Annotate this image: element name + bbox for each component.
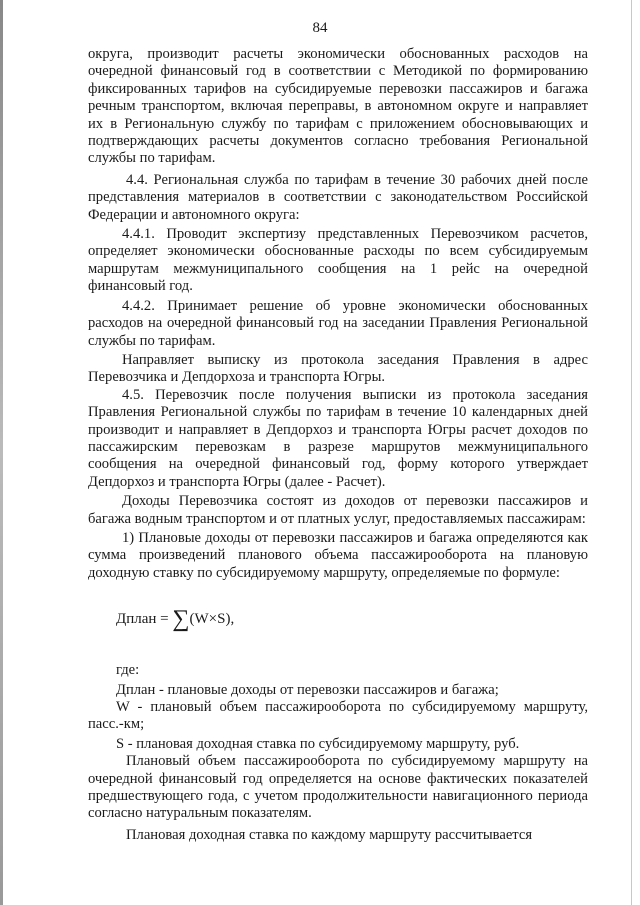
paragraph-4-5: 4.5. Перевозчик после получения выписки из протокола заседания Правления Региональной службы по тарифам в течение 10 календарных дней производит и направляет в Депдорхоз и транспорта Югры расчет доходов по пассажирским перевозкам в разрезе маршрутов межмуниципального сообщения на очередной финансовый год, форму которого утверждает Депдорхоз и транспорта Югры (далее - Расчет). <box>88 386 588 490</box>
formula-lhs: Дплан = <box>116 611 169 628</box>
page-number: 84 <box>312 20 328 36</box>
paragraph-planned-income: 1) Плановые доходы от перевозки пассажиров и багажа определяются как сумма произведений планового объема пассажирооборота на плановую доходную ставку по субсидируемому маршруту, определяемые по формуле: <box>88 529 588 581</box>
definition-s: S - плановая доходная ставка по субсидируемому маршруту, руб. <box>116 735 520 752</box>
definition-w: W - плановый объем пассажирооборота по субсидируемому маршруту, пасс.-км; <box>88 699 588 733</box>
scan-right-edge <box>631 0 632 905</box>
paragraph-revenue-rate: Плановая доходная ставка по каждому маршруту рассчитывается <box>126 826 533 843</box>
definition-dplan: Дплан - плановые доходы от перевозки пассажиров и багажа; <box>116 681 499 698</box>
paragraph-4-4: 4.4. Региональная служба по тарифам в течение 30 рабочих дней после представления материалов в соответствии с законодательством Российской Федерации и автономного округа: <box>88 171 588 223</box>
where-label: где: <box>116 662 140 679</box>
paragraph-4-4-2: 4.4.2. Принимает решение об уровне экономически обоснованных расходов на очередной финансовый год на заседании Правления Региональной службы по тарифам. <box>88 297 588 349</box>
sum-symbol: ∑ <box>172 606 190 633</box>
formula-rhs: (W×S), <box>189 611 235 628</box>
paragraph-intro: округа, производит расчеты экономически обоснованных расходов на очередной финансовый год в соответствии с Методикой по формированию фиксированных тарифов на субсидируемые перевозки пассажиров и багажа речным транспортом, включая переправы, в автономном округе и направляет их в Региональную службу по тарифам с приложением обосновывающих и подтверждающих расчеты документов согласно требования Региональной службы по тарифам. <box>88 46 588 167</box>
document-body <box>88 46 588 844</box>
paragraph-extract: Направляет выписку из протокола заседания Правления в адрес Перевозчика и Депдорхоза и транспорта Югры. <box>88 351 588 386</box>
formula <box>116 604 588 640</box>
paragraph-passenger-turnover: Плановый объем пассажирооборота по субсидируемому маршруту на очередной финансовый год определяется на основе фактических показателей предшествующего года, с учетом продолжительности навигационного периода согласно натуральным показателям. <box>88 753 588 822</box>
paragraph-income: Доходы Перевозчика состоят из доходов от перевозки пассажиров и багажа водным транспортом и от платных услуг, предоставляемых пассажирам: <box>88 493 588 527</box>
scan-left-edge <box>0 0 3 905</box>
paragraph-4-4-1: 4.4.1. Проводит экспертизу представленных Перевозчиком расчетов, определяет экономически обоснованные расходы по всем субсидируемым маршрутам межмуниципального сообщения на 1 рейс на очередной финансовый год. <box>88 226 588 295</box>
